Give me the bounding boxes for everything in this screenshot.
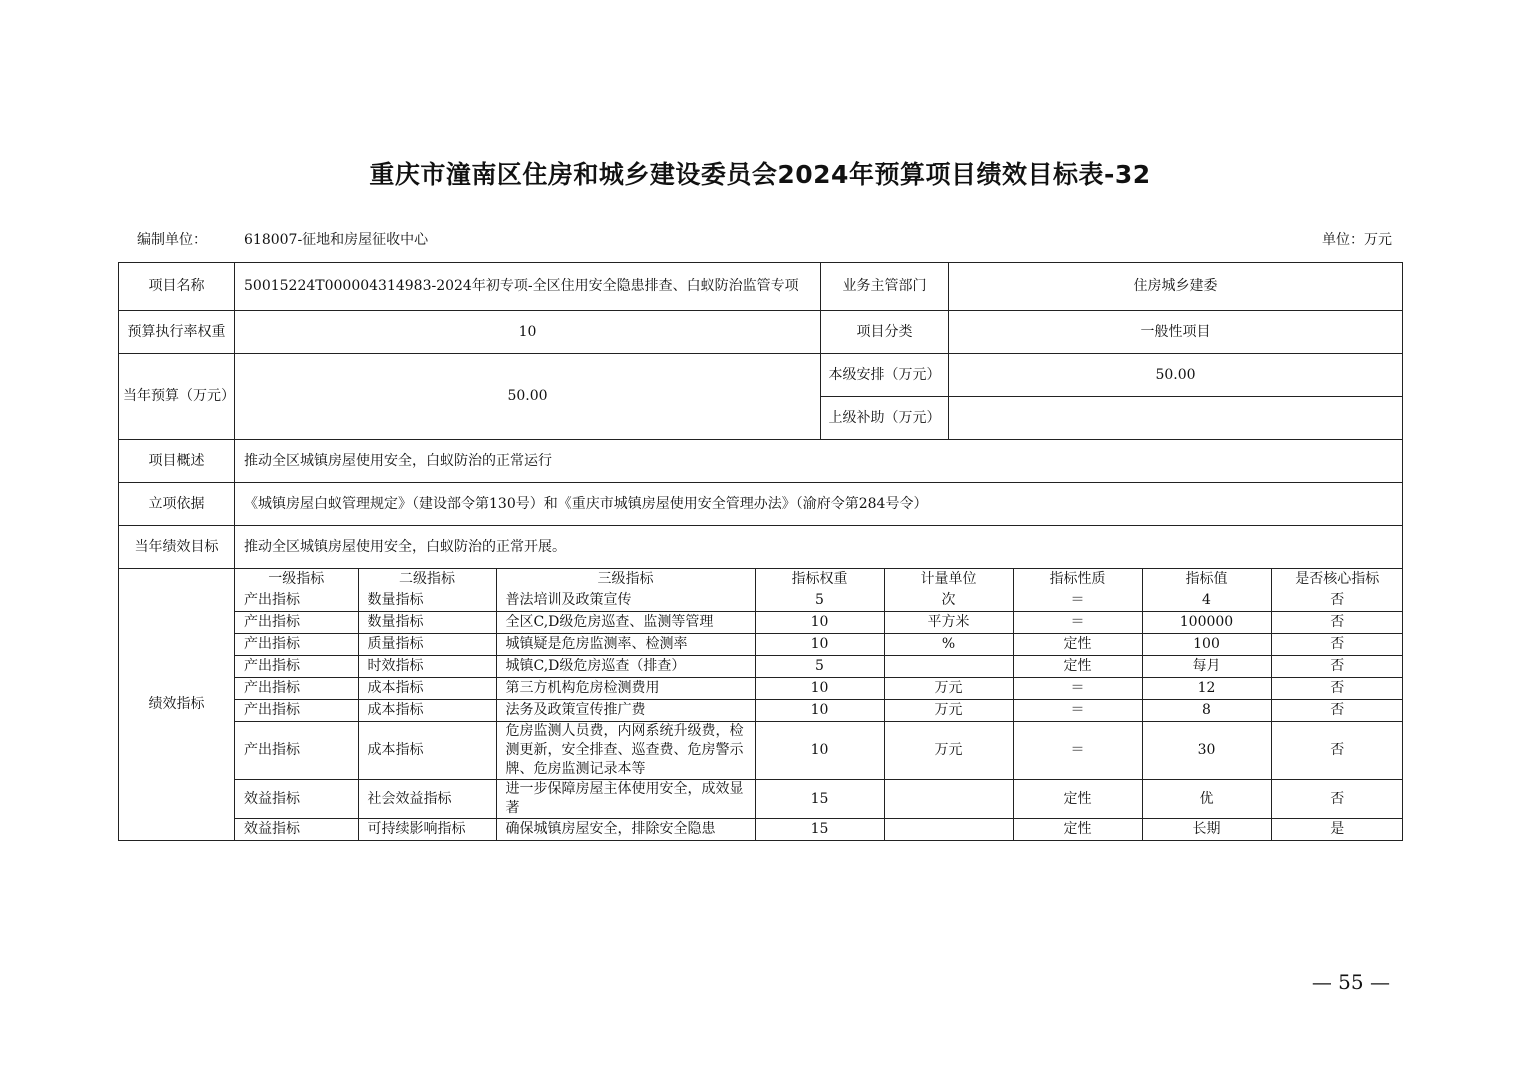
unit-cell: 万元: [884, 678, 1013, 700]
header-l1: 一级指标: [235, 569, 358, 590]
l2-cell: 可持续影响指标: [358, 819, 496, 841]
nature-cell: ＝: [1013, 612, 1142, 634]
goal-label: 当年绩效目标: [119, 526, 235, 569]
l3-cell: 普法培训及政策宣传: [496, 590, 755, 612]
local-budget-label: 本级安排（万元）: [821, 354, 949, 397]
nature-cell: ＝: [1013, 590, 1142, 612]
unit-cell: %: [884, 634, 1013, 656]
core-cell: 否: [1271, 678, 1403, 700]
unit-cell: [884, 819, 1013, 841]
unit-cell: [884, 656, 1013, 678]
l3-cell: 危房监测人员费，内网系统升级费，检测更新，安全排查、巡查费、危房警示牌、危房监测记录本等: [496, 722, 755, 780]
goal-value: 推动全区城镇房屋使用安全，白蚁防治的正常开展。: [235, 526, 1403, 569]
l2-cell: 成本指标: [358, 700, 496, 722]
l3-cell: 城镇疑是危房监测率、检测率: [496, 634, 755, 656]
dept-value: 住房城乡建委: [949, 263, 1403, 311]
category-value: 一般性项目: [949, 311, 1403, 354]
nature-cell: 定性: [1013, 656, 1142, 678]
performance-table: [118, 262, 1403, 841]
core-cell: 否: [1271, 700, 1403, 722]
summary-value: 推动全区城镇房屋使用安全，白蚁防治的正常运行: [235, 440, 1403, 483]
l1-cell: 效益指标: [235, 780, 358, 819]
weight-cell: 10: [755, 678, 884, 700]
value-cell: 100000: [1142, 612, 1271, 634]
unit-label: 单位：万元: [1322, 232, 1392, 248]
l3-cell: 全区C,D级危房巡查、监测等管理: [496, 612, 755, 634]
l2-cell: 成本指标: [358, 678, 496, 700]
header-l2: 二级指标: [358, 569, 496, 590]
core-cell: 否: [1271, 656, 1403, 678]
table-row: [235, 678, 1403, 700]
dept-label: 业务主管部门: [821, 263, 949, 311]
header-unit: 计量单位: [884, 569, 1013, 590]
l3-cell: 法务及政策宣传推广费: [496, 700, 755, 722]
unit-cell: 万元: [884, 722, 1013, 780]
summary-label: 项目概述: [119, 440, 235, 483]
l1-cell: 产出指标: [235, 722, 358, 780]
header-l3: 三级指标: [496, 569, 755, 590]
table-row: [235, 700, 1403, 722]
weight-cell: 15: [755, 780, 884, 819]
indicators-cell: [235, 569, 1403, 841]
core-cell: 否: [1271, 634, 1403, 656]
unit-cell: 次: [884, 590, 1013, 612]
category-label: 项目分类: [821, 311, 949, 354]
unit-cell: [884, 780, 1013, 819]
l1-cell: 效益指标: [235, 819, 358, 841]
l1-cell: 产出指标: [235, 678, 358, 700]
core-cell: 否: [1271, 612, 1403, 634]
basis-value: 《城镇房屋白蚁管理规定》（建设部令第130号）和《重庆市城镇房屋使用安全管理办法》（渝府令第284号令）: [235, 483, 1403, 526]
table-row: [235, 819, 1403, 841]
core-cell: 否: [1271, 722, 1403, 780]
table-row: [235, 780, 1403, 819]
l1-cell: 产出指标: [235, 612, 358, 634]
value-cell: 12: [1142, 678, 1271, 700]
project-name-value: 50015224T000004314983-2024年初专项-全区住用安全隐患排查、白蚁防治监管专项: [235, 263, 821, 311]
compiler-value: 618007-征地和房屋征收中心: [244, 232, 429, 248]
nature-cell: 定性: [1013, 634, 1142, 656]
core-cell: 否: [1271, 780, 1403, 819]
value-cell: 优: [1142, 780, 1271, 819]
nature-cell: ＝: [1013, 678, 1142, 700]
nature-cell: 定性: [1013, 819, 1142, 841]
weight-cell: 15: [755, 819, 884, 841]
exec-rate-value: 10: [235, 311, 821, 354]
l2-cell: 质量指标: [358, 634, 496, 656]
weight-cell: 5: [755, 656, 884, 678]
core-cell: 是: [1271, 819, 1403, 841]
weight-cell: 10: [755, 634, 884, 656]
weight-cell: 10: [755, 612, 884, 634]
l3-cell: 第三方机构危房检测费用: [496, 678, 755, 700]
value-cell: 8: [1142, 700, 1271, 722]
l1-cell: 产出指标: [235, 590, 358, 612]
table-row: [235, 722, 1403, 780]
header-nature: 指标性质: [1013, 569, 1142, 590]
l3-cell: 确保城镇房屋安全，排除安全隐患: [496, 819, 755, 841]
l2-cell: 社会效益指标: [358, 780, 496, 819]
weight-cell: 10: [755, 700, 884, 722]
l2-cell: 时效指标: [358, 656, 496, 678]
weight-cell: 10: [755, 722, 884, 780]
superior-subsidy-label: 上级补助（万元）: [821, 397, 949, 440]
page-number: — 55 —: [1311, 970, 1390, 994]
compiler-label: 编制单位：: [137, 232, 207, 248]
nature-cell: ＝: [1013, 722, 1142, 780]
value-cell: 4: [1142, 590, 1271, 612]
unit-cell: 万元: [884, 700, 1013, 722]
nature-cell: 定性: [1013, 780, 1142, 819]
indicators-label: 绩效指标: [119, 569, 235, 841]
l1-cell: 产出指标: [235, 656, 358, 678]
l3-cell: 城镇C,D级危房巡查（排查）: [496, 656, 755, 678]
table-row: [235, 634, 1403, 656]
budget-label: 当年预算（万元）: [119, 354, 235, 440]
value-cell: 长期: [1142, 819, 1271, 841]
header-core: 是否核心指标: [1271, 569, 1403, 590]
table-row: [235, 590, 1403, 612]
basis-label: 立项依据: [119, 483, 235, 526]
l3-cell: 进一步保障房屋主体使用安全，成效显著: [496, 780, 755, 819]
core-cell: 否: [1271, 590, 1403, 612]
l2-cell: 数量指标: [358, 590, 496, 612]
project-name-label: 项目名称: [119, 263, 235, 311]
table-row: [235, 656, 1403, 678]
budget-value: 50.00: [235, 354, 821, 440]
value-cell: 100: [1142, 634, 1271, 656]
header-value: 指标值: [1142, 569, 1271, 590]
indicators-table: [235, 569, 1403, 840]
l2-cell: 数量指标: [358, 612, 496, 634]
l2-cell: 成本指标: [358, 722, 496, 780]
value-cell: 30: [1142, 722, 1271, 780]
value-cell: 每月: [1142, 656, 1271, 678]
superior-subsidy-value: [949, 397, 1403, 440]
l1-cell: 产出指标: [235, 700, 358, 722]
l1-cell: 产出指标: [235, 634, 358, 656]
local-budget-value: 50.00: [949, 354, 1403, 397]
unit-cell: 平方米: [884, 612, 1013, 634]
header-weight: 指标权重: [755, 569, 884, 590]
table-row: [235, 612, 1403, 634]
nature-cell: ＝: [1013, 700, 1142, 722]
exec-rate-label: 预算执行率权重: [119, 311, 235, 354]
weight-cell: 5: [755, 590, 884, 612]
page-title: 重庆市潼南区住房和城乡建设委员会2024年预算项目绩效目标表-32: [369, 160, 1151, 189]
